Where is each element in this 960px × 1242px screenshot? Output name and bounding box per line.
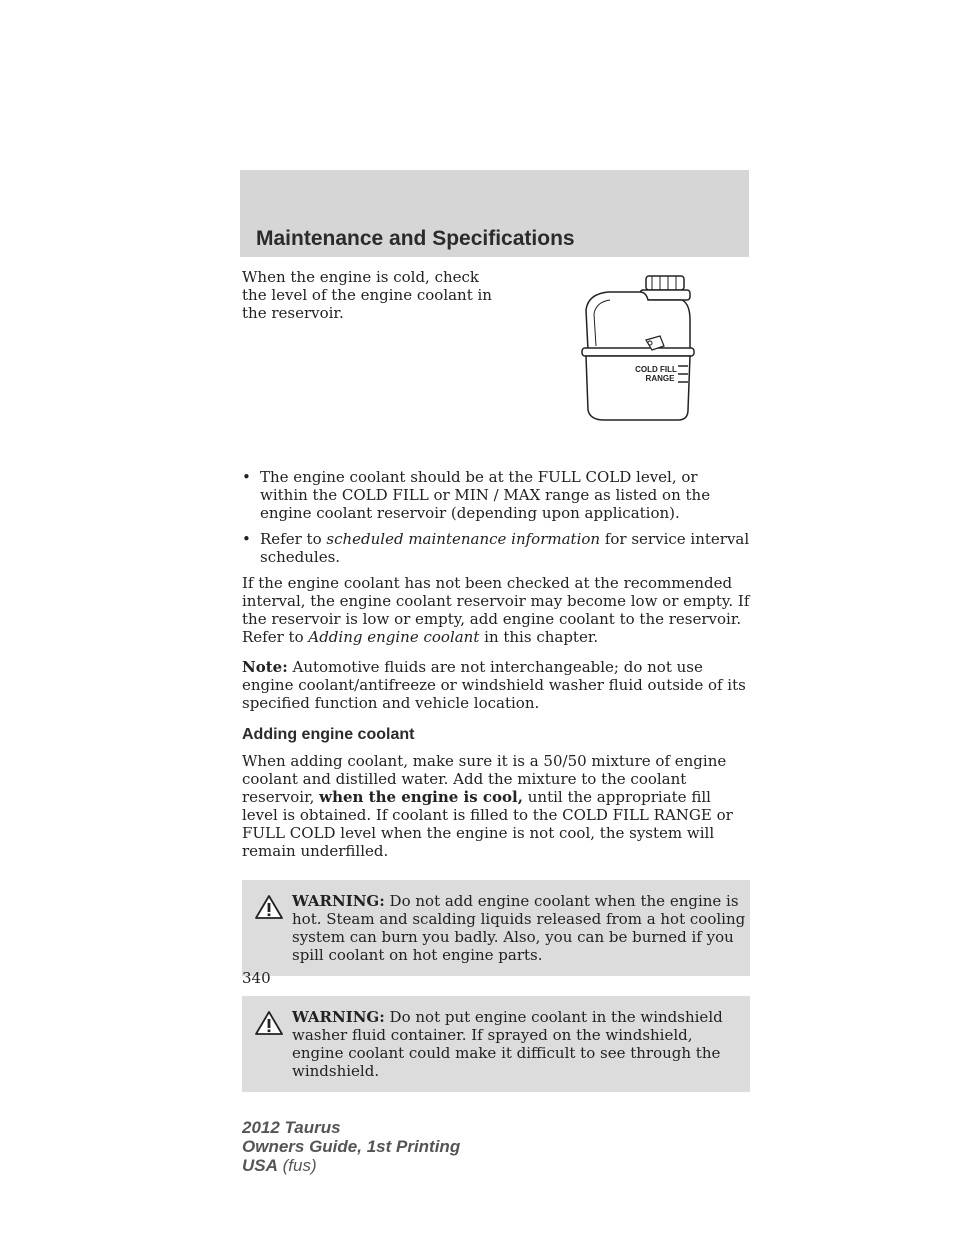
bullet-text: The engine coolant should be at the FULL COLD level, or within the COLD FILL or MIN / MAX range as listed on the engine coolant reservoir (depending upon application).	[260, 468, 711, 522]
note-label: Note:	[242, 658, 288, 676]
footer-line-3	[242, 1156, 460, 1175]
warning-label: WARNING:	[292, 892, 385, 910]
warning-box	[242, 996, 750, 1092]
paragraph-text: If the engine coolant has not been checked at the recommended interval, the engine coolant reservoir may become low or empty. If the reservoir is low or empty, add engine coolant to the reservoir. Refer to	[242, 574, 750, 646]
section-header	[240, 170, 749, 257]
bullet-text-suffix: for service interval schedules.	[260, 530, 750, 566]
coolant-reservoir-illustration	[560, 270, 700, 430]
reference-link-text: scheduled maintenance information	[326, 530, 601, 548]
paragraph-suffix: in this chapter.	[479, 628, 599, 646]
warning-triangle-icon	[255, 894, 283, 920]
list-item	[242, 468, 750, 522]
warning-box	[242, 880, 750, 976]
warning-text: Do not add engine coolant when the engine is hot. Steam and scalding liquids released from a hot cooling system can burn you badly. Also, you can be burned if you spill coolant on hot engine parts.	[292, 892, 746, 964]
bullet-text-prefix: Refer to	[260, 530, 327, 548]
section-text-1: When adding coolant, make sure it is a 50/50 mixture of engine coolant and distilled water. Add the mixture to the coolant reservoir,	[242, 752, 727, 806]
footer	[242, 1118, 460, 1175]
figure-label-line1: COLD FILL	[635, 365, 677, 374]
section-text-2: until the appropriate fill level is obtained. If coolant is filled to the COLD FILL RANGE or FULL COLD level when the engine is not cool, the system will remain underfilled.	[242, 788, 733, 860]
section-title: Maintenance and Specifications	[256, 227, 575, 250]
bullet-marker: •	[242, 468, 251, 486]
reference-link-text: Adding engine coolant	[308, 628, 480, 646]
bullet-list	[242, 468, 750, 566]
section-heading: Adding engine coolant	[242, 726, 415, 743]
body-paragraph	[242, 574, 750, 646]
page-number: 340	[242, 969, 271, 987]
warning-label: WARNING:	[292, 1008, 385, 1026]
bullet-marker: •	[242, 530, 251, 548]
section-bold-text: when the engine is cool,	[319, 788, 523, 806]
figure-label-line2: RANGE	[645, 374, 675, 383]
note-paragraph	[242, 658, 750, 712]
footer-region-code: (fus)	[277, 1156, 317, 1175]
footer-line-1: 2012 Taurus	[242, 1118, 341, 1137]
footer-region: USA	[242, 1156, 278, 1175]
section-paragraph	[242, 752, 750, 860]
footer-line-2: Owners Guide, 1st Printing	[242, 1137, 461, 1156]
warning-text: Do not put engine coolant in the windshield washer fluid container. If sprayed on the windshield, engine coolant could make it difficult to see through the windshield.	[292, 1008, 723, 1080]
page-content	[242, 268, 750, 1092]
warning-triangle-icon	[255, 1010, 283, 1036]
note-text: Automotive fluids are not interchangeable; do not use engine coolant/antifreeze or windshield washer fluid outside of its specified function and vehicle location.	[242, 658, 746, 712]
list-item	[242, 530, 750, 566]
intro-paragraph: When the engine is cold, check the level of the engine coolant in the reservoir.	[242, 268, 492, 322]
